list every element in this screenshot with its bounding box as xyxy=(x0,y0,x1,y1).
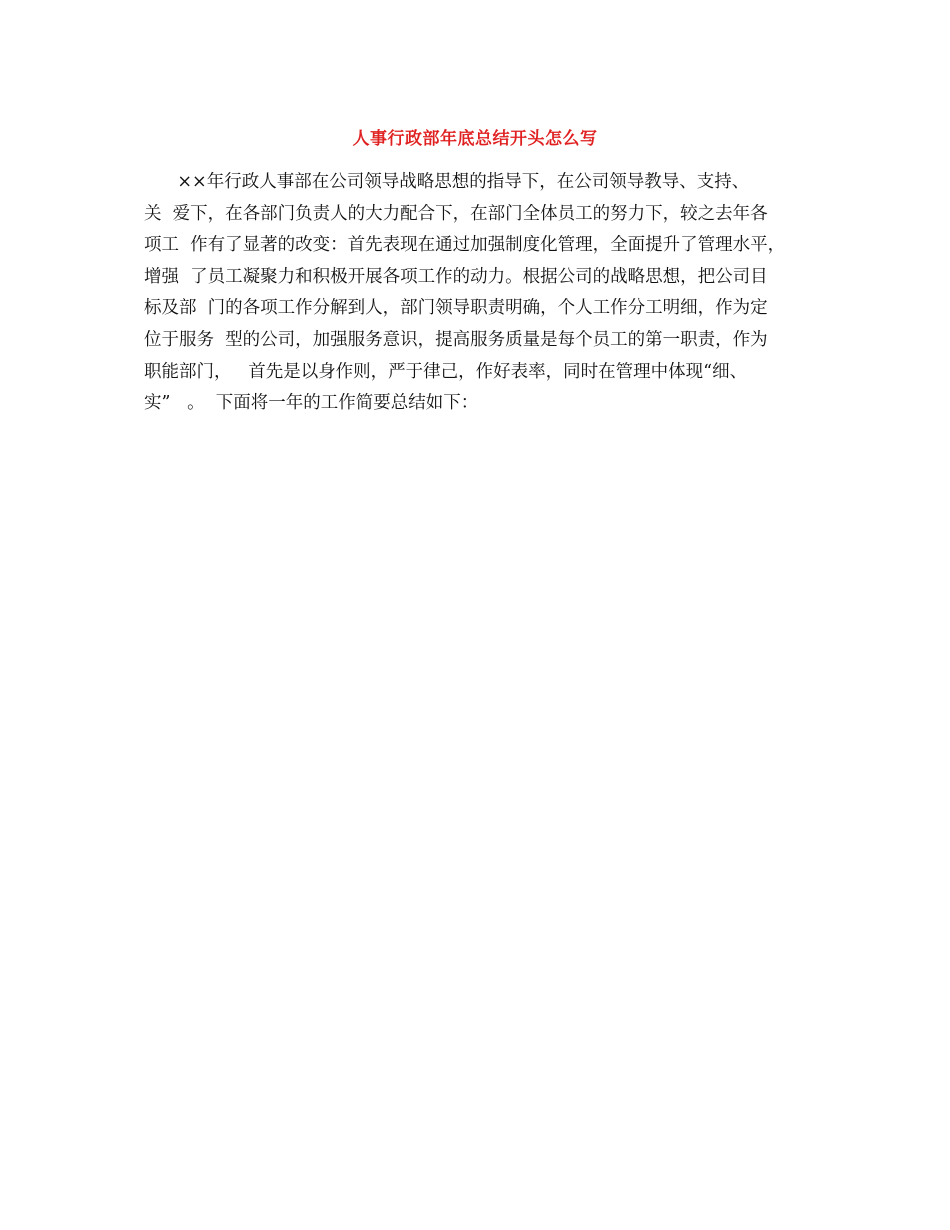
document-paragraph xyxy=(144,167,814,420)
paragraph-line-6: 位于服务 型的公司，加强服务意识，提高服务质量是每个员工的第一职责，作为 xyxy=(144,329,768,350)
paragraph-line-1: ××年行政人事部在公司领导战略思想的指导下，在公司领导教导、支持、 xyxy=(144,172,750,192)
paragraph-line-2: 关 爱下，在各部门负责人的大力配合下，在部门全体员工的努力下，较之去年各 xyxy=(144,203,768,224)
paragraph-line-8: 实” 。 下面将一年的工作简要总结如下： xyxy=(144,393,479,414)
paragraph-line-5: 标及部 门的各项工作分解到人，部门领导职责明确，个人工作分工明细，作为定 xyxy=(144,298,768,319)
document-title: 人事行政部年底总结开头怎么写 xyxy=(352,129,598,149)
paragraph-line-3: 项工 作有了显著的改变：首先表现在通过加强制度化管理，全面提升了管理水平， xyxy=(144,235,786,256)
paragraph-line-4: 增强 了员工凝聚力和积极开展各项工作的动力。根据公司的战略思想，把公司目 xyxy=(144,266,768,287)
paragraph-line-7: 职能部门， 首先是以身作则，严于律己，作好表率，同时在管理中体现“细、 xyxy=(144,361,748,382)
